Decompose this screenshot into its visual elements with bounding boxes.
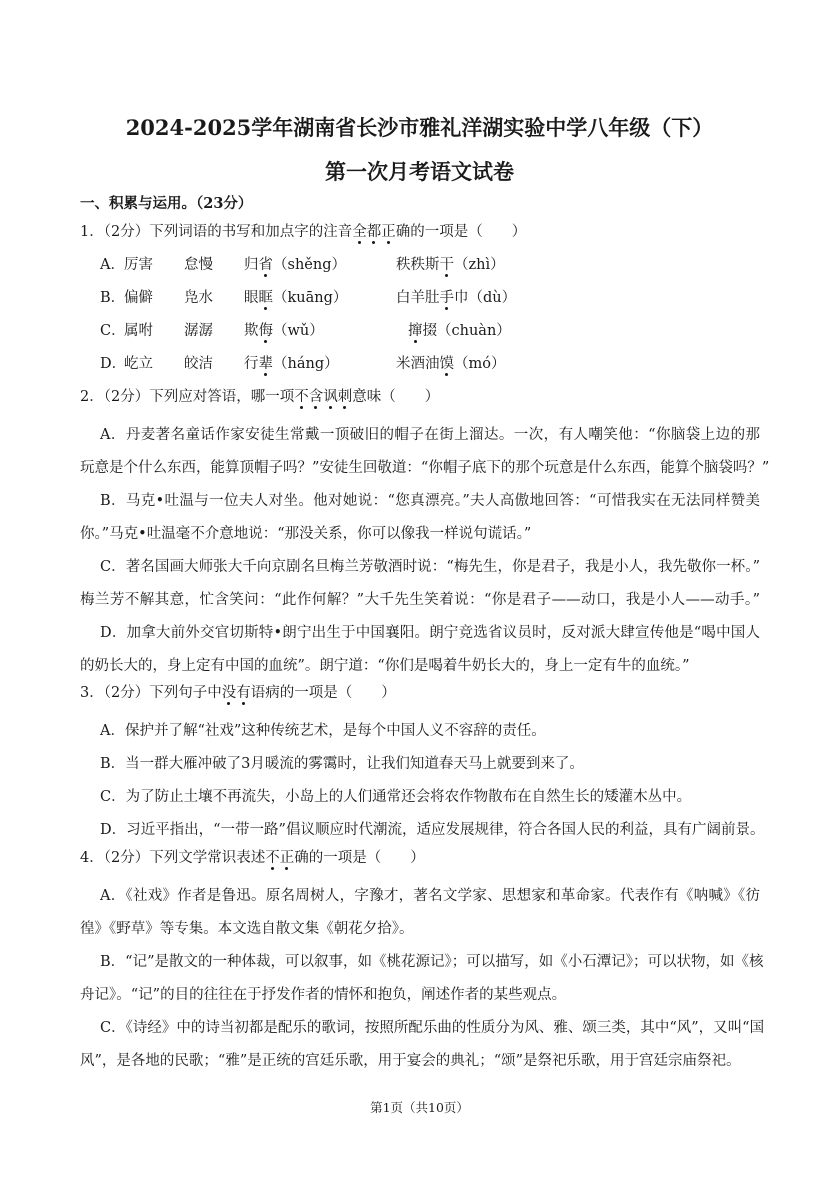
question-2-option-c-line2: 梅兰芳不解其意，忙含笑问：“此作何解？”大千先生笑着说：“你是君子——动口，我是小人——动手。” (80, 592, 760, 608)
section-header: 一、积累与运用。（23分） (80, 195, 253, 212)
question-2-option-b-line1: B．马克•吐温与一位夫人对坐。他对她说：“您真漂亮。”夫人高傲地回答：“可惜我实在无法同样赞美 (100, 493, 760, 509)
question-4-option-a-line1: A．《社戏》作者是鲁迅。原名周树人，字豫才，著名文学家、思想家和革命家。代表作有《呐喊》《彷 (100, 888, 760, 904)
question-3-option-c: C．为了防止土壤不再流失，小岛上的人们通常还会将农作物散布在自然生长的矮灌木丛中。 (100, 789, 692, 805)
question-3-option-b: B．当一群大雁冲破了3月暖流的雾霭时，让我们知道春天马上就要到来了。 (100, 756, 584, 772)
question-3-option-d: D．习近平指出，“一带一路”倡议顺应时代潮流，适应发展规律，符合各国人民的利益，具有广阔前景。 (100, 822, 765, 838)
question-4-stem: 4．（2分）下列文学常识表述不正确的一项是（ ） (80, 850, 425, 866)
question-3-stem: 3．（2分）下列句子中没有语病的一项是（ ） (80, 685, 396, 701)
question-2-option-c-line1: C．著名国画大师张大千向京剧名旦梅兰芳敬酒时说：“梅先生，你是君子，我是小人，我先敬你一杯。” (100, 559, 760, 575)
question-4-option-c-line2: 风”，是各地的民歌；“雅”是正统的宫廷乐歌，用于宴会的典礼；“颂”是祭祀乐歌，用于宫廷宗庙祭祀。 (80, 1053, 741, 1069)
question-2-option-a-line2: 玩意是个什么东西，能算顶帽子吗？”安徒生回敬道：“你帽子底下的那个玩意是什么东西，能算个脑袋吗？” (80, 460, 770, 476)
question-1-stem: 1．（2分）下列词语的书写和加点字的注音全都正确的一项是（ ） (80, 224, 527, 240)
question-2-stem: 2．（2分）下列应对答语，哪一项不含讽刺意味（ ） (80, 389, 440, 405)
question-2-option-d-line1: D．加拿大前外交官切斯特•朗宁出生于中国襄阳。朗宁竞选省议员时，反对派大肆宣传他是“喝中国人 (100, 625, 760, 641)
question-2-option-b-line2: 你。”马克•吐温毫不介意地说：“那没关系，你可以像我一样说句谎话。” (80, 526, 532, 542)
question-4-option-b-line2: 舟记》。“记”的目的往往在于抒发作者的情怀和抱负，阐述作者的某些观点。 (80, 987, 567, 1003)
question-4-option-b-line1: B．“记”是散文的一种体裁，可以叙事，如《桃花源记》；可以描写，如《小石潭记》；可以状物，如《核 (100, 954, 764, 970)
question-4-option-a-line2: 徨》《野草》等专集。本文选自散文集《朝花夕拾》。 (80, 921, 414, 937)
question-2-option-a-line1: A．丹麦著名童话作家安徒生常戴一顶破旧的帽子在街上溜达。一次，有人嘲笑他：“你脑袋上边的那 (100, 427, 760, 443)
question-3-option-a: A．保护并了解“社戏”这种传统艺术，是每个中国人义不容辞的责任。 (100, 723, 546, 739)
question-4-option-c-line1: C．《诗经》中的诗当初都是配乐的歌词，按照所配乐曲的性质分为风、雅、颂三类，其中“风”，又叫“国 (100, 1020, 765, 1036)
page-number-footer: 第1页（共10页） (370, 1100, 469, 1115)
exam-title-line2: 第一次月考语文试卷 (325, 159, 514, 184)
exam-page: 2024-2025学年湖南省长沙市雅礼洋湖实验中学八年级（下） 第一次月考语文试卷 一、积累与运用。（23分） 1．（2分）下列词语的书写和加点字的注音全都正确的一项是（ ） A． 厉害 怠慢 归省（shěng） 秩秩斯干（zhì） B． 偏僻 凫水 眼眶（kuāng） 白羊肚手巾（dù） C． 属咐 潺潺 欺侮（wǔ） 撺掇（chuàn） D． 屹立 皎洁 行辈（háng） 米酒油馍（mó） 2．（2分）下列应对答语，哪一项不含讽刺意味（ ） A．丹麦著名童话作家安徒生常戴一顶破旧的帽子在街上溜达。一次，有人嘲笑他：“你脑袋上边的那 玩意是个什么东西，能算顶帽子吗？”安徒生回敬道：“你帽子底下的那个玩意是什么东西，能算个脑袋吗？” B．马克•吐温与一位夫人对坐。他对她说：“您真漂亮。”夫人高傲地回答：“可惜我实在无法同样赞美 你。”马克•吐温毫不介意地说：“那没关系，你可以像我一样说句谎话。” C．著名国画大师张大千向京剧名旦梅兰芳敬酒时说：“梅先生，你是君子，我是小人，我先敬你一杯。” 梅兰芳不解其意，忙含笑问：“此作何解？”大千先生笑着说：“你是君子——动口，我是小人——动手。” D．加拿大前外交官切斯特•朗宁出生于中国襄阳。朗宁竞选省议员时，反对派大肆宣传他是“喝中国人 的奶长大的，身上定有中国的血统”。朗宁道：“你们是喝着牛奶长大的，身上一定有牛的血统。” 3．（2分）下列句子中没有语病的一项是（ ） A．保护并了解“社戏”这种传统艺术，是每个中国人义不容辞的责任。 B．当一群大雁冲破了3月暖流的雾霭时，让我们知道春天马上就要到来了。 C．为了防止土壤不再流失，小岛上的人们通常还会将农作物散布在自然生长的矮灌木丛中。 D．习近平指出，“一带一路”倡议顺应时代潮流，适应发展规律，符合各国人民的利益，具有广阔前景。 4．（2分）下列文学常识表述不正确的一项是（ ） A．《社戏》作者是鲁迅。原名周树人，字豫才，著名文学家、思想家和革命家。代表作有《呐喊》《彷 徨》《野草》等专集。本文选自散文集《朝花夕拾》。 B．“记”是散文的一种体裁，可以叙事，如《桃花源记》；可以描写，如《小石潭记》；可以状物，如《核 舟记》。“记”的目的往往在于抒发作者的情怀和抱负，阐述作者的某些观点。 C．《诗经》中的诗当初都是配乐的歌词，按照所配乐曲的性质分为风、雅、颂三类，其中“风”，又叫“国 风”，是各地的民歌；“雅”是正统的宫廷乐歌，用于宴会的典礼；“颂”是祭祀乐歌，用于宫廷宗庙祭祀。 第1页（共10页） (0, 0, 839, 1180)
exam-title-line1: 2024-2025学年湖南省长沙市雅礼洋湖实验中学八年级（下） (125, 115, 714, 140)
question-2-option-d-line2: 的奶长大的，身上定有中国的血统”。朗宁道：“你们是喝着牛奶长大的，身上一定有牛的血统。” (80, 658, 690, 674)
